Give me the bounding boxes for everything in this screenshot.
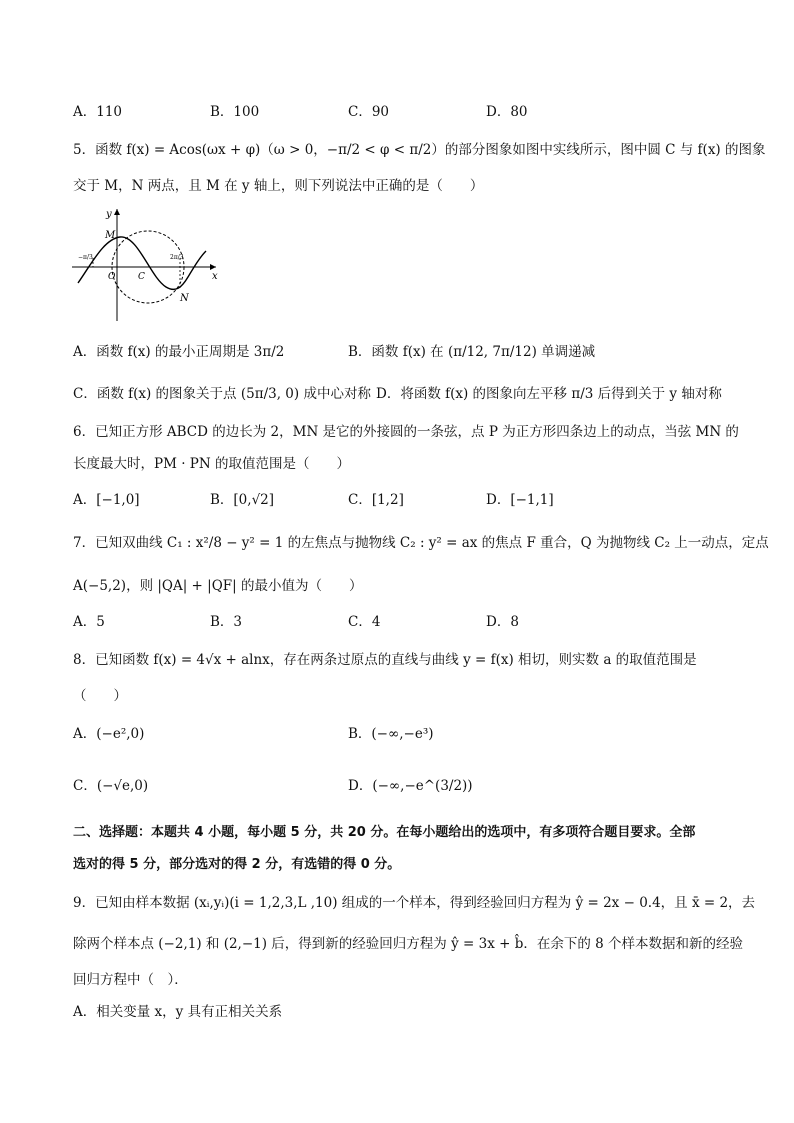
q5-option-a: A．函数 f(x) 的最小正周期是 3π/2	[73, 344, 285, 360]
section2-heading-line2: 选对的得 5 分，部分选对的得 2 分，有选错的得 0 分。	[73, 857, 401, 872]
q6-option-c: C．[1,2]	[348, 492, 404, 508]
q8-option-a: A．(−e²,0)	[73, 726, 145, 742]
q4-option-d: D．80	[486, 104, 528, 120]
q6-stem-line1: 6．已知正方形 ABCD 的边长为 2，MN 是它的外接圆的一条弦，点 P 为正方形四条边上的动点，当弦 MN 的	[73, 424, 739, 440]
q8-option-d: D．(−∞,−e^(3/2))	[348, 778, 473, 794]
section2-heading-line1: 二、选择题：本题共 4 小题，每小题 5 分，共 20 分。在每小题给出的选项中，有多项符合题目要求。全部	[73, 825, 696, 840]
q8-option-c: C．(−√e,0)	[73, 778, 149, 794]
q4-option-b: B．100	[210, 104, 260, 120]
q5-figure	[70, 205, 220, 325]
q4-option-a: A．110	[73, 104, 123, 120]
q7-option-c: C．4	[348, 614, 381, 630]
q8-option-b: B．(−∞,−e³)	[348, 726, 434, 742]
x-axis-arrow	[210, 264, 216, 270]
q6-option-d: D．[−1,1]	[486, 492, 554, 508]
label-left-tick: −π/3	[78, 254, 93, 261]
q9-stem-line1: 9．已知由样本数据 (xᵢ,yᵢ)(i = 1,2,3,L ,10) 组成的一个样本，得到经验回归方程为 ŷ = 2x − 0.4，且 x̄ = 2，去	[73, 895, 756, 911]
q8-stem-line2: （ ）	[73, 688, 127, 704]
label-n: N	[180, 293, 189, 304]
q7-stem-line1: 7．已知双曲线 C₁ : x²/8 − y² = 1 的左焦点与抛物线 C₂ : y² = ax 的焦点 F 重合，Q 为抛物线 C₂ 上一动点，定点	[73, 535, 769, 551]
q9-stem-line3: 回归方程中（ ）．	[73, 972, 188, 988]
label-x: x	[212, 271, 218, 282]
q5-stem-line1: 5．函数 f(x) = Acos(ωx + φ)（ω > 0，−π/2 < φ < π/2）的部分图象如图中实线所示，图中圆 C 与 f(x) 的图象	[73, 142, 766, 158]
q4-option-c: C．90	[348, 104, 390, 120]
q5-option-c: C．函数 f(x) 的图象关于点 (5π/3, 0) 成中心对称	[73, 386, 371, 402]
q7-stem-line2: A(−5,2)，则 |QA| + |QF| 的最小值为（ ）	[73, 578, 363, 594]
q9-stem-line2: 除两个样本点 (−2,1) 和 (2,−1) 后，得到新的经验回归方程为 ŷ = 3x + b̂．在余下的 8 个样本数据和新的经验	[73, 936, 744, 952]
q6-option-a: A．[−1,0]	[73, 492, 140, 508]
q5-option-b: B．函数 f(x) 在 (π/12, 7π/12) 单调递减	[348, 344, 596, 360]
label-y: y	[106, 209, 112, 220]
label-c: C	[138, 272, 145, 282]
q8-stem-line1: 8．已知函数 f(x) = 4√x + alnx，存在两条过原点的直线与曲线 y = f(x) 相切，则实数 a 的取值范围是	[73, 652, 697, 668]
q5-option-d: D．将函数 f(x) 的图象向左平移 π/3 后得到关于 y 轴对称	[376, 386, 722, 402]
q7-option-b: B．3	[210, 614, 243, 630]
label-o: O	[108, 272, 116, 282]
q5-stem-line2: 交于 M，N 两点，且 M 在 y 轴上，则下列说法中正确的是（ ）	[73, 178, 484, 194]
q7-option-d: D．8	[486, 614, 519, 630]
y-axis-arrow	[114, 209, 120, 215]
label-right-tick: 2π/3	[170, 254, 184, 261]
q6-stem-line2: 长度最大时，PM · PN 的取值范围是（ ）	[73, 456, 350, 472]
q9-option-a: A．相关变量 x，y 具有正相关关系	[73, 1004, 283, 1020]
q6-option-b: B．[0,√2]	[210, 492, 275, 508]
label-m: M	[105, 230, 116, 241]
q7-option-a: A．5	[73, 614, 105, 630]
